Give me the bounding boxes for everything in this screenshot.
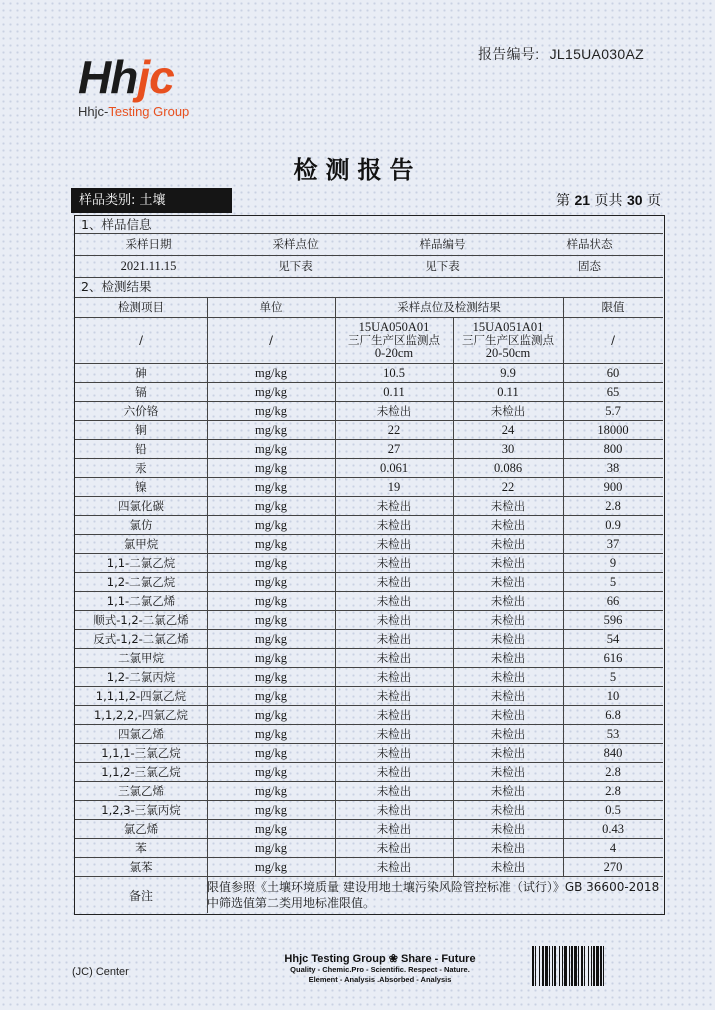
- row-result-1: 未检出: [376, 650, 412, 665]
- table-row: [75, 630, 663, 649]
- row-unit: mg/kg: [255, 745, 287, 760]
- row-result-1: 未检出: [376, 403, 412, 418]
- row-result-1: 未检出: [376, 859, 412, 874]
- row-unit: mg/kg: [255, 669, 287, 684]
- row-item: 1,1-二氯乙烷: [106, 555, 176, 570]
- row-item: 氯乙烯: [123, 821, 159, 836]
- page-title: 检测报告: [293, 156, 422, 184]
- row-limit: 37: [606, 536, 620, 551]
- row-result-1: 19: [387, 479, 401, 494]
- row-result-1: 0.11: [383, 384, 405, 399]
- row-item: 1,2-二氯乙烷: [106, 574, 176, 589]
- row-limit: 9: [609, 555, 617, 570]
- logo-suffix: jc: [137, 51, 174, 103]
- row-limit: 66: [606, 593, 620, 608]
- table-row: [75, 725, 663, 744]
- row-result-2: 24: [501, 422, 515, 437]
- row-result-2: 未检出: [490, 498, 526, 513]
- page-total: 30: [626, 192, 643, 208]
- table-row: [75, 668, 663, 687]
- sample-column-header: [335, 318, 453, 363]
- row-result-2: 未检出: [490, 821, 526, 836]
- row-limit: 0.5: [605, 802, 621, 817]
- table-row: [75, 573, 663, 592]
- row-limit: 0.9: [605, 517, 621, 532]
- row-result-1: 未检出: [376, 783, 412, 798]
- row-result-1: 未检出: [376, 574, 412, 589]
- row-unit: mg/kg: [255, 517, 287, 532]
- results-header-row: [75, 298, 663, 318]
- header-limit: 限值: [601, 300, 625, 314]
- row-result-1: 未检出: [376, 821, 412, 836]
- table-row: [75, 649, 663, 668]
- row-result-2: 0.086: [493, 460, 523, 475]
- row-result-2: 未检出: [490, 650, 526, 665]
- footer-line-1: Hhjc Testing Group ❀ Share - Future: [284, 953, 476, 965]
- table-row: [75, 858, 663, 877]
- row-unit: mg/kg: [255, 403, 287, 418]
- report-table: [74, 215, 665, 915]
- row-result-1: 27: [387, 441, 401, 456]
- row-limit: 2.8: [605, 498, 621, 513]
- row-limit: 800: [603, 441, 623, 456]
- sample-depth: 20-50cm: [485, 346, 531, 360]
- row-result-1: 未检出: [376, 612, 412, 627]
- row-unit: mg/kg: [255, 479, 287, 494]
- table-row: [75, 516, 663, 535]
- row-unit: mg/kg: [255, 498, 287, 513]
- row-result-2: 未检出: [490, 612, 526, 627]
- row-limit: 900: [603, 479, 623, 494]
- row-result-1: 未检出: [376, 631, 412, 646]
- row-item: 反式-1,2-二氯乙烯: [93, 631, 189, 646]
- row-limit: 60: [606, 365, 620, 380]
- row-item: 氯仿: [129, 517, 153, 532]
- page-indicator: [556, 190, 661, 210]
- footer-center-mark: (JC) Center: [72, 966, 129, 978]
- sample-info-cell: 采样日期: [125, 237, 172, 251]
- table-row: [75, 497, 663, 516]
- row-item: 三氯乙烯: [118, 783, 164, 798]
- row-limit: 840: [603, 745, 623, 760]
- row-unit: mg/kg: [255, 859, 287, 874]
- logo-prefix: Hh: [78, 51, 138, 103]
- sample-category: 样品类别: 土壤: [71, 188, 232, 213]
- row-limit: 18000: [597, 422, 629, 437]
- logo-sub-highlight: Testing Group: [108, 104, 190, 119]
- row-result-2: 22: [501, 479, 515, 494]
- row-item: 氯甲烷: [123, 536, 159, 551]
- table-row: [75, 592, 663, 611]
- row-item: 1,2-二氯丙烷: [106, 669, 176, 684]
- row-result-1: 未检出: [376, 536, 412, 551]
- row-limit: 38: [606, 460, 620, 475]
- row-item: 1,1,2,2,-四氯乙烷: [93, 707, 189, 722]
- row-result-2: 未检出: [490, 536, 526, 551]
- row-limit: 54: [606, 631, 620, 646]
- table-row: [75, 535, 663, 554]
- row-result-2: 未检出: [490, 783, 526, 798]
- row-result-1: 未检出: [376, 593, 412, 608]
- row-result-1: 22: [387, 422, 401, 437]
- report-number-label: 报告编号:: [478, 46, 540, 62]
- row-result-2: 未检出: [490, 555, 526, 570]
- row-limit: 270: [603, 859, 623, 874]
- header-result: 采样点位及检测结果: [397, 300, 501, 314]
- row-limit: 5.7: [605, 403, 621, 418]
- page-current: 21: [574, 192, 591, 208]
- row-result-1: 未检出: [376, 726, 412, 741]
- table-row: [75, 782, 663, 801]
- row-result-1: 未检出: [376, 745, 412, 760]
- row-item: 六价铬: [123, 403, 159, 418]
- table-row: [75, 820, 663, 839]
- row-unit: mg/kg: [255, 688, 287, 703]
- row-result-2: 未检出: [490, 517, 526, 532]
- row-item: 顺式-1,2-二氯乙烯: [93, 612, 189, 627]
- row-unit: mg/kg: [255, 365, 287, 380]
- table-row: [75, 440, 663, 459]
- row-result-1: 10.5: [383, 365, 405, 380]
- row-limit: 596: [603, 612, 623, 627]
- row-unit: mg/kg: [255, 802, 287, 817]
- table-row: [75, 383, 663, 402]
- footer-line-3: Element - Analysis .Absorbed - Analysis: [308, 975, 452, 984]
- row-result-2: 未检出: [490, 859, 526, 874]
- sample-info-header-row: [75, 234, 663, 256]
- table-row: [75, 611, 663, 630]
- slash-cell: /: [139, 333, 143, 347]
- row-result-2: 未检出: [490, 593, 526, 608]
- sample-info-cell: 采样点位: [272, 237, 319, 251]
- table-row: [75, 839, 663, 858]
- table-row: [75, 801, 663, 820]
- report-number-value: JL15UA030AZ: [549, 46, 644, 62]
- footer-line-2: Quality - Chemic.Pro - Scientific. Respect - Nature.: [290, 965, 470, 974]
- row-unit: mg/kg: [255, 783, 287, 798]
- row-unit: mg/kg: [255, 574, 287, 589]
- row-item: 镉: [135, 384, 147, 399]
- row-unit: mg/kg: [255, 441, 287, 456]
- row-item: 铅: [135, 441, 147, 456]
- header-unit: 单位: [259, 300, 283, 314]
- sample-info-cell: 见下表: [425, 259, 460, 273]
- row-item: 二氯甲烷: [118, 650, 164, 665]
- row-unit: mg/kg: [255, 840, 287, 855]
- row-result-1: 未检出: [376, 688, 412, 703]
- sample-location: 三厂生产区监测点: [462, 333, 554, 347]
- row-result-2: 9.9: [500, 365, 516, 380]
- table-row: [75, 763, 663, 782]
- footer-slogan: [250, 952, 510, 985]
- row-limit: 2.8: [605, 764, 621, 779]
- sample-info-cell: 固态: [578, 259, 601, 273]
- row-limit: 0.43: [602, 821, 624, 836]
- logo-subtitle: [78, 104, 189, 119]
- sample-depth: 0-20cm: [374, 346, 414, 360]
- table-row: [75, 459, 663, 478]
- table-row: [75, 554, 663, 573]
- row-result-1: 未检出: [376, 707, 412, 722]
- row-result-1: 0.061: [379, 460, 409, 475]
- table-row: [75, 364, 663, 383]
- row-result-2: 未检出: [490, 403, 526, 418]
- note-text: 限值参照《土壤环境质量 建设用地土壤污染风险管控标准（试行）》GB 36600-2018中筛选值第二类用地标准限值。: [207, 880, 660, 910]
- row-result-2: 未检出: [490, 574, 526, 589]
- sample-location: 三厂生产区监测点: [348, 333, 440, 347]
- report-number: [478, 44, 644, 64]
- row-result-1: 未检出: [376, 555, 412, 570]
- sample-code: 15UA050A01: [358, 320, 430, 334]
- results-sample-row: [75, 318, 663, 364]
- slash-cell: /: [269, 333, 273, 347]
- row-item: 镍: [135, 479, 147, 494]
- row-limit: 5: [609, 669, 617, 684]
- row-unit: mg/kg: [255, 612, 287, 627]
- row-limit: 4: [609, 840, 617, 855]
- section-results-header: 2、检测结果: [75, 278, 663, 298]
- sample-code: 15UA051A01: [472, 320, 544, 334]
- table-row: [75, 706, 663, 725]
- row-item: 1,2,3-三氯丙烷: [101, 802, 181, 817]
- sample-column-header: [453, 318, 563, 363]
- row-unit: mg/kg: [255, 555, 287, 570]
- row-limit: 65: [606, 384, 620, 399]
- row-item: 氯苯: [129, 859, 153, 874]
- row-limit: 5: [609, 574, 617, 589]
- row-unit: mg/kg: [255, 821, 287, 836]
- row-result-1: 未检出: [376, 669, 412, 684]
- barcode: [532, 946, 652, 986]
- header-item: 检测项目: [118, 300, 164, 314]
- table-row: [75, 478, 663, 497]
- row-item: 1,1-二氯乙烯: [106, 593, 176, 608]
- row-unit: mg/kg: [255, 384, 287, 399]
- table-row: [75, 421, 663, 440]
- sample-info-cell: 见下表: [278, 259, 313, 273]
- slash-cell: /: [611, 333, 615, 347]
- logo-sub-prefix: Hhjc-: [78, 104, 109, 119]
- row-result-2: 未检出: [490, 745, 526, 760]
- row-item: 四氯乙烯: [118, 726, 164, 741]
- row-result-2: 未检出: [490, 669, 526, 684]
- row-item: 四氯化碳: [118, 498, 164, 513]
- row-unit: mg/kg: [255, 764, 287, 779]
- row-result-1: 未检出: [376, 764, 412, 779]
- row-unit: mg/kg: [255, 536, 287, 551]
- section-sample-info-header: 1、样品信息: [75, 216, 663, 234]
- row-unit: mg/kg: [255, 422, 287, 437]
- row-result-2: 未检出: [490, 688, 526, 703]
- row-result-1: 未检出: [376, 840, 412, 855]
- row-unit: mg/kg: [255, 460, 287, 475]
- page-prefix: 第: [556, 193, 570, 209]
- sample-info-value-row: [75, 256, 663, 278]
- row-item: 砷: [135, 365, 147, 380]
- logo-wordmark: [78, 51, 189, 103]
- row-result-2: 未检出: [490, 802, 526, 817]
- sample-info-cell: 2021.11.15: [120, 259, 177, 273]
- row-result-1: 未检出: [376, 802, 412, 817]
- row-unit: mg/kg: [255, 726, 287, 741]
- sample-info-cell: 样品编号: [419, 237, 466, 251]
- row-result-2: 未检出: [490, 726, 526, 741]
- row-unit: mg/kg: [255, 650, 287, 665]
- row-result-2: 30: [501, 441, 515, 456]
- row-unit: mg/kg: [255, 707, 287, 722]
- table-row: [75, 744, 663, 763]
- page-suffix: 页: [646, 193, 661, 209]
- row-item: 1,1,2-三氯乙烷: [101, 764, 181, 779]
- row-limit: 2.8: [605, 783, 621, 798]
- table-row: [75, 402, 663, 421]
- row-item: 1,1,1-三氯乙烷: [101, 745, 181, 760]
- note-label: 备注: [128, 888, 153, 903]
- row-limit: 616: [603, 650, 623, 665]
- row-result-2: 未检出: [490, 764, 526, 779]
- row-limit: 53: [606, 726, 620, 741]
- row-unit: mg/kg: [255, 631, 287, 646]
- row-result-1: 未检出: [376, 517, 412, 532]
- row-result-1: 未检出: [376, 498, 412, 513]
- row-limit: 10: [606, 688, 620, 703]
- row-item: 1,1,1,2-四氯乙烷: [95, 688, 187, 703]
- note-row: [75, 877, 663, 913]
- row-item: 苯: [135, 840, 147, 855]
- row-result-2: 0.11: [497, 384, 519, 399]
- row-unit: mg/kg: [255, 593, 287, 608]
- row-result-2: 未检出: [490, 707, 526, 722]
- sample-info-cell: 样品状态: [566, 237, 613, 251]
- row-item: 铜: [135, 422, 147, 437]
- company-logo: [78, 51, 190, 119]
- row-result-2: 未检出: [490, 631, 526, 646]
- page-mid: 页共: [594, 193, 623, 209]
- row-item: 汞: [135, 460, 147, 475]
- row-result-2: 未检出: [490, 840, 526, 855]
- row-limit: 6.8: [605, 707, 621, 722]
- table-row: [75, 687, 663, 706]
